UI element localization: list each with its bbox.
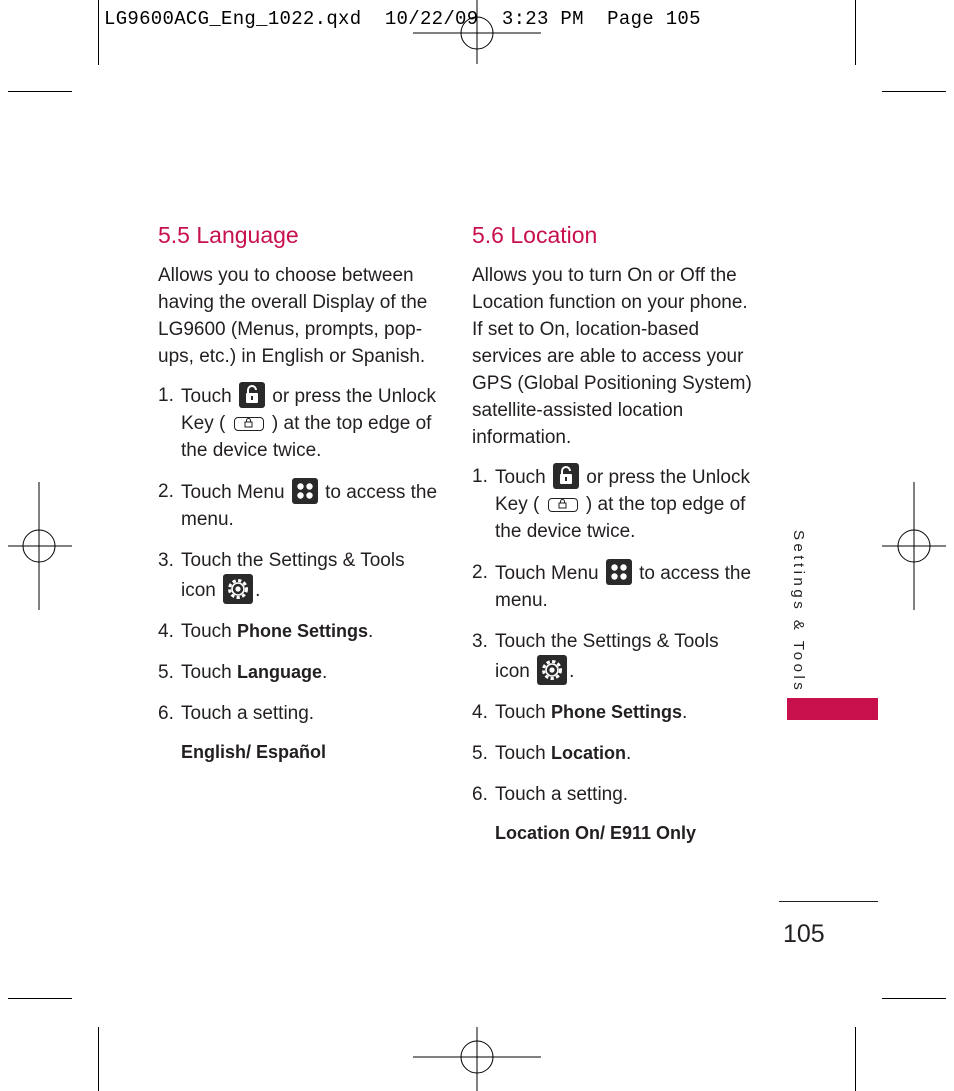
step-number: 5. (158, 662, 174, 683)
step-number: 6. (472, 784, 488, 805)
step-text: . (569, 661, 575, 682)
step-text: . (368, 621, 374, 642)
crop-mark (8, 91, 72, 92)
chapter-side-label: Settings & Tools (790, 530, 807, 694)
step-number: 6. (158, 703, 174, 724)
menu-grid-icon (606, 559, 632, 585)
step-text: ) at the top edge of the device twice. (495, 494, 746, 542)
step-text: to access the menu. (495, 563, 752, 611)
step-5 (472, 740, 757, 767)
step-text: Touch the Settings & Tools icon (181, 550, 405, 601)
step-3 (158, 547, 443, 604)
unlock-key-icon (548, 498, 578, 512)
step-1 (472, 463, 757, 545)
step-number: 5. (472, 743, 488, 764)
registration-mark-top (413, 0, 541, 64)
section-heading: 5.5 Language (158, 222, 299, 248)
step-list (472, 463, 757, 808)
registration-mark-left (8, 482, 72, 610)
step-text: Touch the Settings & Tools icon (495, 631, 719, 682)
crop-mark (882, 998, 946, 999)
setting-options: English/ Español (181, 742, 327, 762)
step-text: Touch (495, 467, 546, 488)
section-intro: Allows you to choose between having the overall Display of the LG9600 (Menus, prompts, pop-ups, etc.) in English or Spanish. (158, 265, 428, 367)
step-text: . (255, 580, 261, 601)
step-text: Touch (181, 386, 232, 407)
crop-mark (855, 0, 856, 65)
step-3 (472, 628, 757, 685)
step-number: 3. (158, 550, 174, 571)
step-number: 2. (472, 562, 488, 583)
registration-mark-bottom (413, 1027, 541, 1091)
step-1 (158, 382, 443, 464)
step-text: Touch a setting. (181, 703, 315, 724)
menu-term: Phone Settings (236, 621, 368, 641)
step-text: Touch Menu (181, 482, 285, 503)
print-slug: LG9600ACG_Eng_1022.qxd 10/22/09 3:23 PM Page 105 (104, 8, 701, 30)
step-text: or press the Unlock Key ( (181, 386, 436, 434)
language-section (158, 222, 443, 766)
step-number: 4. (158, 621, 174, 642)
step-text: . (322, 662, 328, 683)
page-number-rule (779, 901, 878, 902)
section-heading: 5.6 Location (472, 222, 598, 248)
step-5 (158, 659, 443, 686)
settings-gear-icon (537, 655, 567, 685)
crop-mark (855, 1027, 856, 1091)
step-text: . (682, 702, 688, 723)
step-2 (472, 559, 757, 614)
step-number: 1. (158, 385, 174, 406)
registration-mark-right (882, 482, 946, 610)
step-number: 4. (472, 702, 488, 723)
menu-grid-icon (292, 478, 318, 504)
step-text: Touch (495, 702, 551, 723)
step-4 (472, 699, 757, 726)
page-number: 105 (783, 920, 825, 948)
location-section (472, 222, 757, 847)
setting-options: Location On/ E911 Only (495, 823, 697, 843)
crop-mark (8, 998, 72, 999)
step-text: . (625, 743, 632, 764)
step-text: Touch Menu (495, 563, 599, 584)
step-text: Touch a setting. (495, 784, 629, 805)
step-6 (472, 781, 757, 808)
settings-gear-icon (223, 574, 253, 604)
step-number: 3. (472, 631, 488, 652)
step-text: ) at the top edge of the device twice. (181, 413, 432, 461)
lock-icon (553, 463, 579, 489)
step-text: Touch (181, 621, 237, 642)
step-4 (158, 618, 443, 645)
menu-term: Location (550, 743, 626, 763)
chapter-tab (787, 698, 878, 720)
step-2 (158, 478, 443, 533)
step-number: 1. (472, 466, 488, 487)
step-text: to access the menu. (181, 482, 438, 530)
step-list (158, 382, 443, 727)
step-text: Touch (495, 743, 551, 764)
menu-term: Language (236, 662, 322, 682)
menu-term: Phone Settings (550, 702, 682, 722)
section-intro: Allows you to turn On or Off the Location function on your phone. If set to On, location-based services are able to access your GPS (Global Positioning System) satellite-assisted location information. (472, 265, 752, 448)
step-text: Touch (181, 662, 237, 683)
crop-mark (98, 0, 99, 65)
crop-mark (882, 91, 946, 92)
crop-mark (98, 1027, 99, 1091)
step-6 (158, 700, 443, 727)
step-text: or press the Unlock Key ( (495, 467, 750, 515)
lock-icon (239, 382, 265, 408)
unlock-key-icon (234, 417, 264, 431)
step-number: 2. (158, 481, 174, 502)
